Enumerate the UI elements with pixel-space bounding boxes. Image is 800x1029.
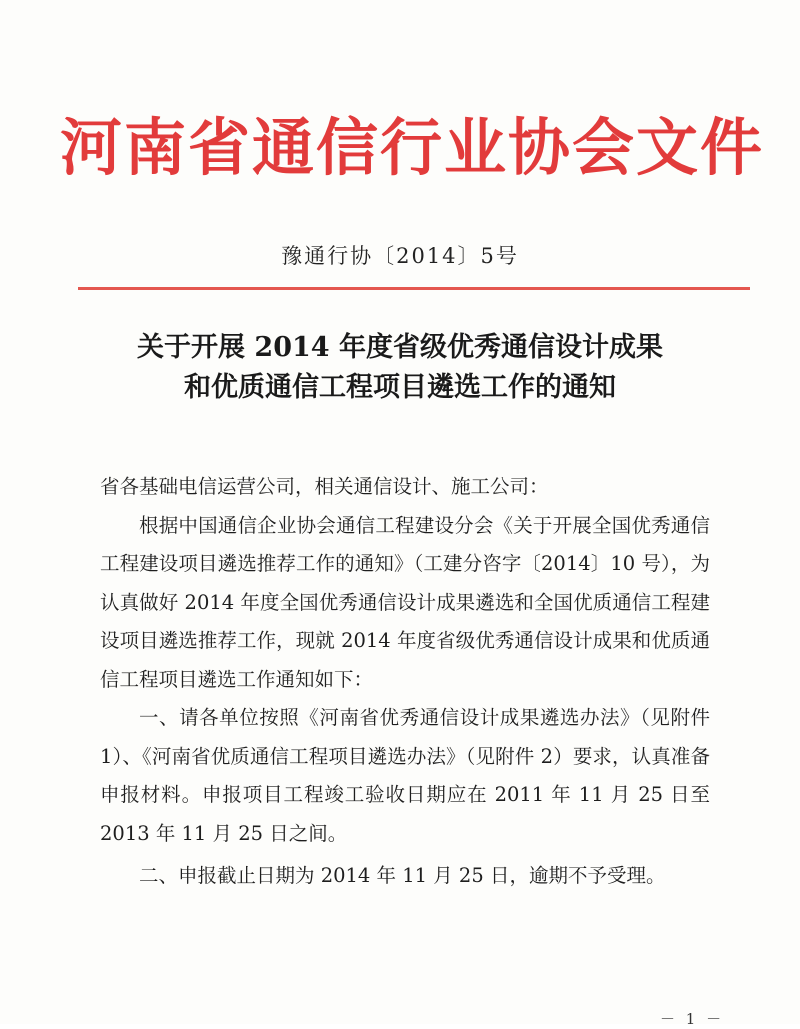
notice-title-line-2: 和优质通信工程项目遴选工作的通知 <box>184 372 616 403</box>
red-divider-line <box>78 287 750 290</box>
paragraph-intro: 根据中国通信企业协会通信工程建设分会《关于开展全国优秀通信工程建设项目遴选推荐工作的通知》（工建分咨字〔2014〕10 号），为认真做好 2014 年度全国优秀通信设计成果遴选和全国优质通信工程建设项目遴选推荐工作，现就 2014 年度省级优秀通信设计成果和优质通信工程项目遴选工作通知如下： <box>100 513 710 691</box>
notice-title-line-1: 关于开展 2014 年度省级优秀通信设计成果 <box>137 332 663 363</box>
org-masthead-title: 河南省通信行业协会文件 <box>60 111 765 184</box>
notice-body <box>100 468 710 896</box>
salutation: 省各基础电信运营公司，相关通信设计、施工公司： <box>100 475 549 498</box>
notice-title <box>0 328 800 408</box>
paragraph-item-1: 一、请各单位按照《河南省优秀通信设计成果遴选办法》（见附件 1）、《河南省优质通信工程项目遴选办法》（见附件 2）要求，认真准备申报材料。申报项目工程竣工验收日期应在 2011 年 11 月 25 日至 2013 年 11 月 25 日之间。 <box>100 706 710 845</box>
document-number: 豫通行协〔2014〕5号 <box>281 244 519 268</box>
paragraph-item-2: 二、申报截止日期为 2014 年 11 月 25 日，逾期不予受理。 <box>139 864 666 887</box>
page-number: － 1 － <box>660 1010 725 1028</box>
